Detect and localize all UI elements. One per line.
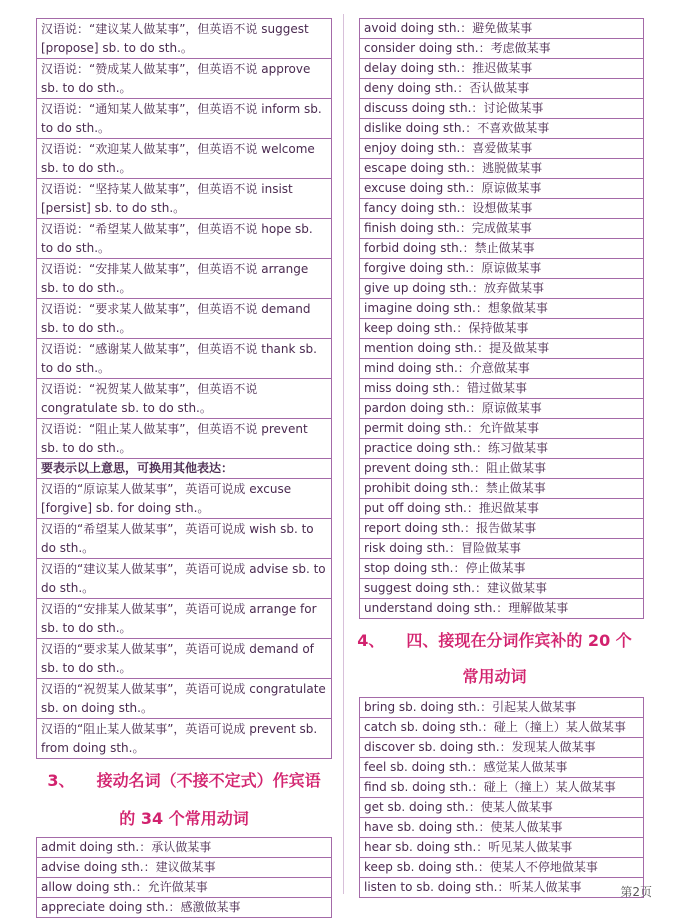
table-row	[360, 39, 644, 59]
table-row	[360, 139, 644, 159]
table-row	[360, 199, 644, 219]
table-row	[360, 459, 644, 479]
table-cell: 汉语的“希望某人做某事”，英语可说成 wish sb. to do sth.。	[37, 519, 332, 559]
table-cell: keep sb. doing sth.：使某人不停地做某事	[360, 858, 644, 878]
section-title-line1: 接动名词（不接不定式）作宾语	[96, 771, 321, 790]
table-cell: 汉语的“建议某人做某事”，英语可说成 advise sb. to do sth.。	[37, 559, 332, 599]
table-row	[360, 79, 644, 99]
table-row	[360, 479, 644, 499]
table-cell: 汉语说：“赞成某人做某事”，但英语不说 approve sb. to do sth.。	[37, 59, 332, 99]
table-row	[37, 679, 332, 719]
table-row	[37, 858, 332, 878]
table-row	[360, 758, 644, 778]
table-cell: 汉语的“祝贺某人做某事”，英语可说成 congratulate sb. on doing sth.。	[37, 679, 332, 719]
table-row	[37, 339, 332, 379]
table-cell: 汉语说：“坚持某人做某事”，但英语不说 insist [persist] sb. to do sth.。	[37, 179, 332, 219]
table-cell: put off doing sth.：推迟做某事	[360, 499, 644, 519]
gerund-verbs-table-cont	[359, 18, 644, 619]
table-row	[37, 878, 332, 898]
table-row	[360, 579, 644, 599]
table-row	[360, 159, 644, 179]
table-cell: 汉语的“原谅某人做某事”，英语可说成 excuse [forgive] sb. for doing sth.。	[37, 479, 332, 519]
table-cell: 汉语说：“建议某人做某事”，但英语不说 suggest [propose] sb. to do sth.。	[37, 19, 332, 59]
table-cell: 汉语说：“通知某人做某事”，但英语不说 inform sb. to do sth.。	[37, 99, 332, 139]
table-cell: pardon doing sth.：原谅做某事	[360, 399, 644, 419]
table-row	[37, 519, 332, 559]
table-row	[360, 818, 644, 838]
table-row	[360, 19, 644, 39]
table-row	[360, 239, 644, 259]
table-row	[360, 219, 644, 239]
table-cell: permit doing sth.：允许做某事	[360, 419, 644, 439]
table-row	[360, 499, 644, 519]
table-row	[360, 698, 644, 718]
section-3-heading	[36, 769, 332, 831]
table-cell: miss doing sth.：错过做某事	[360, 379, 644, 399]
table-row	[37, 99, 332, 139]
table-cell: imagine doing sth.：想象做某事	[360, 299, 644, 319]
table-row	[360, 279, 644, 299]
section-4-heading	[345, 629, 644, 689]
table-cell: 汉语说：“欢迎某人做某事”，但英语不说 welcome sb. to do sth.。	[37, 139, 332, 179]
table-row	[360, 319, 644, 339]
table-cell: discover sb. doing sth.：发现某人做某事	[360, 738, 644, 758]
table-row	[37, 419, 332, 459]
table-row	[360, 359, 644, 379]
table-cell: 汉语说：“安排某人做某事”，但英语不说 arrange sb. to do sth.。	[37, 259, 332, 299]
table-row	[360, 299, 644, 319]
table-row	[37, 179, 332, 219]
table-cell: 汉语说：“祝贺某人做某事”，但英语不说 congratulate sb. to do sth.。	[37, 379, 332, 419]
table-row	[360, 718, 644, 738]
table-cell: bring sb. doing sth.：引起某人做某事	[360, 698, 644, 718]
table-cell: finish doing sth.：完成做某事	[360, 219, 644, 239]
table-cell: risk doing sth.：冒险做某事	[360, 539, 644, 559]
alternative-expressions-note: 要表示以上意思，可换用其他表达：	[37, 459, 332, 479]
table-cell: understand doing sth.：理解做某事	[360, 599, 644, 619]
table-row	[360, 179, 644, 199]
table-row	[360, 419, 644, 439]
table-cell: 汉语的“阻止某人做某事”，英语可说成 prevent sb. from doing sth.。	[37, 719, 332, 759]
table-cell: 汉语说：“感谢某人做某事”，但英语不说 thank sb. to do sth.。	[37, 339, 332, 379]
table-row	[37, 838, 332, 858]
table-row	[37, 639, 332, 679]
table-row	[360, 339, 644, 359]
table-row	[37, 19, 332, 59]
table-row	[360, 99, 644, 119]
table-row	[37, 299, 332, 339]
table-row	[360, 259, 644, 279]
table-row	[360, 778, 644, 798]
table-cell: deny doing sth.：否认做某事	[360, 79, 644, 99]
table-cell: consider doing sth.：考虑做某事	[360, 39, 644, 59]
page-number: 第2页	[620, 885, 652, 899]
table-cell: advise doing sth.：建议做某事	[37, 858, 332, 878]
table-row	[360, 439, 644, 459]
table-cell: practice doing sth.：练习做某事	[360, 439, 644, 459]
section-title-line1: 四、接现在分词作宾补的 20 个	[406, 631, 632, 650]
table-cell: allow doing sth.：允许做某事	[37, 878, 332, 898]
table-row	[360, 519, 644, 539]
table-cell: 汉语的“要求某人做某事”，英语可说成 demand of sb. to do sth.。	[37, 639, 332, 679]
table-cell: admit doing sth.：承认做某事	[37, 838, 332, 858]
participle-complement-table	[359, 697, 644, 898]
table-row	[360, 798, 644, 818]
table-row	[37, 559, 332, 599]
table-cell: enjoy doing sth.：喜爱做某事	[360, 139, 644, 159]
table-row	[360, 738, 644, 758]
table-row	[360, 878, 644, 898]
table-row	[360, 858, 644, 878]
table-cell: catch sb. doing sth.：碰上（撞上）某人做某事	[360, 718, 644, 738]
table-row	[37, 599, 332, 639]
table-cell: 汉语说：“阻止某人做某事”，但英语不说 prevent sb. to do sth.。	[37, 419, 332, 459]
table-cell: get sb. doing sth.：使某人做某事	[360, 798, 644, 818]
table-cell: forbid doing sth.：禁止做某事	[360, 239, 644, 259]
table-cell: have sb. doing sth.：使某人做某事	[360, 818, 644, 838]
table-cell: mind doing sth.：介意做某事	[360, 359, 644, 379]
table-row	[360, 119, 644, 139]
table-cell: prohibit doing sth.：禁止做某事	[360, 479, 644, 499]
table-cell: find sb. doing sth.：碰上（撞上）某人做某事	[360, 778, 644, 798]
table-cell: avoid doing sth.：避免做某事	[360, 19, 644, 39]
table-cell: give up doing sth.：放弃做某事	[360, 279, 644, 299]
section-number: 3、	[47, 771, 75, 790]
table-row	[37, 59, 332, 99]
table-cell: report doing sth.：报告做某事	[360, 519, 644, 539]
table-row	[360, 539, 644, 559]
table-cell: hear sb. doing sth.：听见某人做某事	[360, 838, 644, 858]
table-row	[37, 459, 332, 479]
table-cell: 汉语说：“希望某人做某事”，但英语不说 hope sb. to do sth.。	[37, 219, 332, 259]
table-row	[37, 219, 332, 259]
table-cell: fancy doing sth.：设想做某事	[360, 199, 644, 219]
table-cell: 汉语的“安排某人做某事”，英语可说成 arrange for sb. to do sth.。	[37, 599, 332, 639]
column-divider	[343, 14, 344, 894]
table-row	[37, 719, 332, 759]
table-row	[37, 898, 332, 918]
table-cell: stop doing sth.：停止做某事	[360, 559, 644, 579]
table-row	[360, 59, 644, 79]
section-title-line2: 的 34 个常用动词	[119, 809, 249, 828]
table-row	[360, 599, 644, 619]
table-row	[360, 559, 644, 579]
table-cell: suggest doing sth.：建议做某事	[360, 579, 644, 599]
table-cell: escape doing sth.：逃脱做某事	[360, 159, 644, 179]
table-row	[37, 479, 332, 519]
table-cell: delay doing sth.：推迟做某事	[360, 59, 644, 79]
table-cell: prevent doing sth.：阻止做某事	[360, 459, 644, 479]
table-row	[360, 838, 644, 858]
table-cell: forgive doing sth.：原谅做某事	[360, 259, 644, 279]
right-column	[359, 18, 644, 898]
section-title-line2: 常用动词	[462, 667, 527, 686]
table-cell: 汉语说：“要求某人做某事”，但英语不说 demand sb. to do sth.。	[37, 299, 332, 339]
table-cell: dislike doing sth.：不喜欢做某事	[360, 119, 644, 139]
table-cell: appreciate doing sth.：感激做某事	[37, 898, 332, 918]
table-cell: listen to sb. doing sth.：听某人做某事	[360, 878, 644, 898]
table-row	[360, 379, 644, 399]
table-row	[37, 379, 332, 419]
table-cell: discuss doing sth.：讨论做某事	[360, 99, 644, 119]
table-cell: feel sb. doing sth.：感觉某人做某事	[360, 758, 644, 778]
table-row	[37, 259, 332, 299]
table-row	[360, 399, 644, 419]
left-column	[36, 18, 332, 918]
table-cell: keep doing sth.：保持做某事	[360, 319, 644, 339]
table-cell: excuse doing sth.：原谅做某事	[360, 179, 644, 199]
table-row	[37, 139, 332, 179]
table-cell: mention doing sth.：提及做某事	[360, 339, 644, 359]
usage-notes-table	[36, 18, 332, 759]
section-number: 4、	[357, 631, 385, 650]
